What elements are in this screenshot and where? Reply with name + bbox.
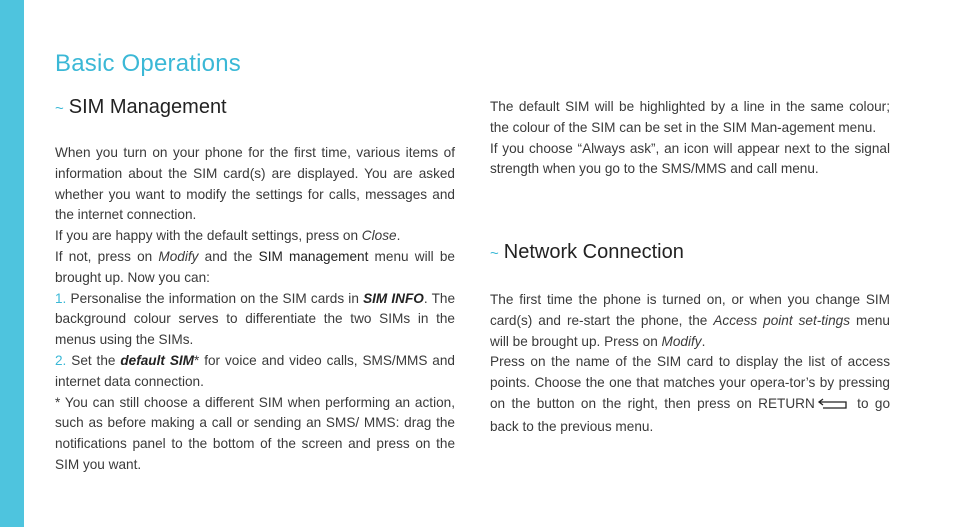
sim-default-paragraph: [55, 226, 455, 247]
access-point-text-b: menu will be brought up. Press on: [490, 312, 890, 349]
modify-term: Modify: [158, 248, 199, 264]
tilde-marker-icon: ~: [55, 100, 64, 117]
default-sim-term: default SIM: [120, 352, 194, 368]
footnote-paragraph: * You can still choose a different SIM when performing an action, such as before making a call or sending an SMS/ MMS: drag the notifications panel to the bottom of the screen and press on the SIM you want.: [55, 394, 455, 472]
return-arrow-icon: [817, 396, 849, 417]
list-item-2-text-a: Set the: [66, 352, 121, 368]
sim-modify-text-a: If not, press on: [55, 248, 159, 264]
sim-management-heading: [55, 97, 475, 120]
list-item-1-text-a: Personalise the information on the SIM cards in: [66, 290, 364, 306]
list-item-1-text-b: . The background colour serves to differentiate the two SIMs in the menus using the SIMs.: [55, 290, 456, 348]
list-number-2: 2.: [55, 352, 67, 368]
sim-management-menu-term: SIM management: [258, 248, 369, 264]
list-item-2-text-b: * for voice and video calls, SMS/MMS and internet data connection.: [55, 352, 455, 389]
sim-modify-text-c: menu will be brought up. Now you can:: [55, 248, 455, 285]
sim-name-text-a: Press on the name of the SIM card to display the list of access points. Choose the one that matches your opera-tor’s by pressing on the button on the right, then press on RETURN: [490, 354, 890, 411]
modify-term: Modify: [661, 333, 702, 349]
network-connection-heading-text: Network Connection: [503, 241, 684, 263]
access-point-settings-term: Access point set-tings: [713, 312, 850, 328]
sim-default-text: If you are happy with the default settings, press on: [55, 228, 362, 244]
list-number-1: 1.: [55, 290, 67, 306]
sim-intro-paragraph: When you turn on your phone for the first time, various items of information about the SIM card(s) are displayed. You are asked whether you want to modify the settings for calls, messages and the internet connection.: [55, 145, 455, 223]
access-point-text-c: .: [701, 333, 706, 349]
tilde-marker-icon: ~: [490, 245, 499, 262]
always-ask-paragraph: If you choose “Always ask”, an icon will appear next to the signal strength when you go to the SMS/MMS and call menu.: [490, 140, 890, 177]
default-sim-info-body: [490, 97, 890, 180]
list-item-1: [55, 289, 455, 351]
sim-modify-text-b: and the: [198, 248, 259, 264]
highlight-paragraph: The default SIM will be highlighted by a line in the same colour; the colour of the SIM can be set in the SIM Man-agement menu.: [490, 99, 890, 135]
close-term: Close: [361, 228, 397, 244]
network-connection-heading: [490, 242, 910, 265]
sim-management-heading-text: SIM Management: [68, 96, 227, 118]
network-connection-body: [490, 290, 890, 438]
sidebar-accent-bar: [0, 0, 24, 527]
sim-name-text-b: to go back to the previous menu.: [490, 395, 891, 434]
sim-default-end: .: [396, 228, 401, 244]
sim-management-body: [55, 143, 455, 476]
sim-modify-paragraph: [55, 247, 455, 289]
sim-name-paragraph: [490, 352, 890, 437]
list-item-2: [55, 351, 455, 393]
page-title: Basic Operations: [55, 50, 241, 77]
access-point-text-a: The first time the phone is turned on, or when you change SIM card(s) and re-start the phone, the: [490, 292, 890, 328]
access-point-paragraph: [490, 290, 890, 352]
sim-info-term: SIM INFO: [363, 290, 424, 306]
